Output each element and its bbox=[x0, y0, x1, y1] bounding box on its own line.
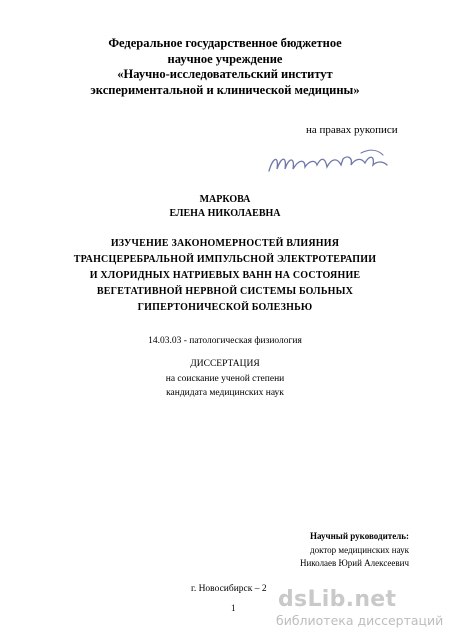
watermark-logo-lib: Lib bbox=[307, 587, 346, 612]
institution-line-4: экспериментальной и клинической медицины» bbox=[90, 82, 360, 97]
watermark-logo bbox=[278, 587, 396, 612]
author-surname: МАРКОВА bbox=[199, 194, 251, 205]
institution-line-1: Федеральное государственное бюджетное bbox=[108, 36, 342, 50]
title-line-2: ТРАНСЦЕРЕБРАЛЬНОЙ ИМПУЛЬСНОЙ ЭЛЕКТРОТЕРАПИИ bbox=[73, 254, 377, 265]
supervisor-name: Николаев Юрий Алексеевич bbox=[299, 558, 409, 568]
dissertation-label: ДИССЕРТАЦИЯ bbox=[190, 359, 260, 369]
institution-line-3: «Научно-исследовательский институт bbox=[117, 67, 333, 81]
author-signature bbox=[265, 145, 395, 179]
dissertation-title bbox=[0, 236, 450, 316]
watermark-logo-ds: ds bbox=[278, 587, 308, 612]
author-block bbox=[0, 193, 450, 221]
institution-block bbox=[0, 36, 450, 98]
title-line-4: ВЕГЕТАТИВНОЙ НЕРВНОЙ СИСТЕМЫ БОЛЬНЫХ bbox=[96, 286, 354, 297]
rights-note: на правах рукописи bbox=[306, 124, 398, 136]
supervisor-heading: Научный руководитель: bbox=[310, 531, 409, 541]
title-line-1: ИЗУЧЕНИЕ ЗАКОНОМЕРНОСТЕЙ ВЛИЯНИЯ bbox=[110, 238, 340, 249]
city-year: г. Новосибирск – 2 bbox=[191, 584, 267, 594]
author-given-names: ЕЛЕНА НИКОЛАЕВНА bbox=[169, 208, 281, 219]
watermark-logo-net: .net bbox=[345, 587, 397, 612]
page-number: 1 bbox=[231, 603, 236, 613]
degree-purpose-line-2: кандидата медицинских наук bbox=[166, 388, 284, 398]
dissertation-block bbox=[0, 357, 450, 401]
specialty-code: 14.03.03 - патологическая физиология bbox=[148, 336, 302, 346]
institution-line-2: научное учреждение bbox=[167, 51, 283, 66]
watermark-subtitle: библиотека диссертаций bbox=[276, 613, 444, 628]
supervisor-block bbox=[300, 530, 409, 571]
title-line-5: ГИПЕРТОНИЧЕСКОЙ БОЛЕЗНЬЮ bbox=[137, 302, 313, 313]
dslib-watermark bbox=[272, 584, 450, 636]
degree-purpose-line-1: на соискание ученой степени bbox=[165, 373, 285, 384]
title-line-3: И ХЛОРИДНЫХ НАТРИЕВЫХ ВАНН НА СОСТОЯНИЕ bbox=[89, 270, 361, 281]
supervisor-degree: доктор медицинских наук bbox=[310, 544, 409, 555]
